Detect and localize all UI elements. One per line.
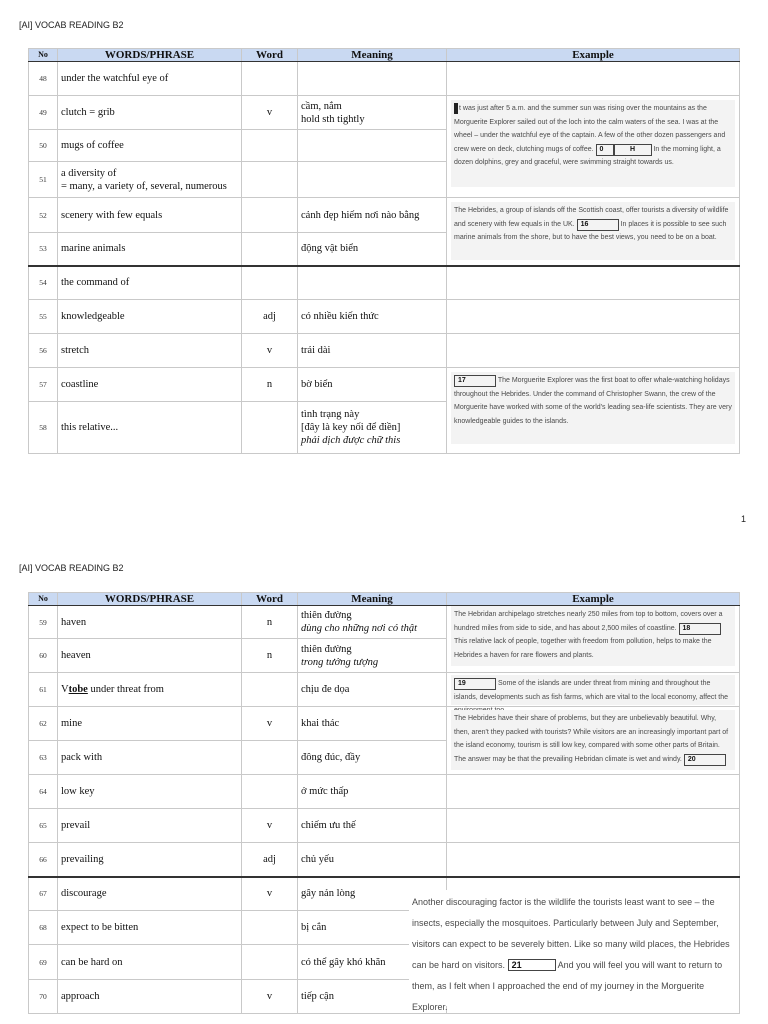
table-row: [29, 775, 740, 809]
header-example: Example: [447, 593, 740, 606]
document-title: [AI] VOCAB READING B2: [19, 563, 124, 573]
phrase-cell: can be hard on: [58, 945, 242, 980]
table-row: [29, 877, 740, 911]
word-type-cell: [242, 911, 298, 945]
row-number: 57: [29, 368, 58, 402]
table-row: [29, 368, 740, 402]
row-number: 62: [29, 707, 58, 741]
row-number: 59: [29, 606, 58, 639]
meaning-cell: [298, 639, 447, 673]
document-title: [AI] VOCAB READING B2: [19, 20, 124, 30]
header-example: Example: [447, 49, 740, 62]
excerpt-text: In places it is possible to see such marine animals from the shore, but to have the best views, you need to be on a boat.: [454, 220, 727, 241]
row-number: 64: [29, 775, 58, 809]
meaning-line: cầm, nắm: [301, 100, 342, 112]
meaning-cell: chiếm ưu thế: [298, 809, 447, 843]
meaning-cell: gây nản lòng: [298, 877, 447, 911]
header-meaning: Meaning: [298, 593, 447, 606]
word-type-cell: [242, 198, 298, 233]
excerpt-text: Another discouraging factor is the wildlife the tourists least want to see – the insects, especially the mosquitoes. Particularly between July and September, visitors can expect to be severely bitten. Like so many wild places, the Hebrides can be hard on visitors.: [412, 896, 730, 970]
gap-number: 20: [684, 754, 726, 766]
word-type-cell: [242, 233, 298, 266]
phrase-cell: this relative...: [58, 402, 242, 454]
row-number: 51: [29, 162, 58, 198]
table-row: [29, 300, 740, 334]
meaning-cell: có nhiều kiến thức: [298, 300, 447, 334]
word-type-cell: [242, 775, 298, 809]
row-number: 70: [29, 980, 58, 1014]
example-excerpt: [451, 202, 735, 260]
meaning-line: tình trạng này: [301, 409, 360, 420]
row-number: 50: [29, 130, 58, 162]
meaning-cell: động vật biển: [298, 233, 447, 266]
table-header-row: [29, 593, 740, 606]
word-type-cell: [242, 741, 298, 775]
example-cell: [447, 198, 740, 266]
phrase-cell: stretch: [58, 334, 242, 368]
excerpt-text: And you will feel you will want to return to them, as I felt when I approached the end of my journey in the Morguerite Explorer.: [412, 959, 723, 1012]
phrase-cell: haven: [58, 606, 242, 639]
drop-cap-icon: [454, 103, 458, 114]
row-number: 61: [29, 673, 58, 707]
example-cell: [447, 96, 740, 198]
word-type-cell: v: [242, 334, 298, 368]
vocab-table-page-1: [28, 48, 740, 454]
gap-number: 19: [454, 678, 496, 690]
example-cell: [447, 775, 740, 809]
excerpt-text: The Hebridan archipelago stretches nearly 250 miles from top to bottom, covers over a hundred miles from side to side, and has about 2,500 miles of coastline.: [454, 611, 723, 632]
phrase-cell: expect to be bitten: [58, 911, 242, 945]
phrase-cell: [58, 162, 242, 198]
example-cell: [412, 877, 740, 1014]
phrase-cell: prevailing: [58, 843, 242, 877]
phrase-cell: coastline: [58, 368, 242, 402]
phrase-cell: the command of: [58, 266, 242, 300]
table-row: [29, 334, 740, 368]
phrase-cell: low key: [58, 775, 242, 809]
excerpt-text: The Morguerite Explorer was the first boat to offer whale-watching holidays throughout the Hebrides. Under the command of Christopher Swann, the crew of the Morguerite have worked with some of the world's leading sea-life scientists. They are very knowledgeable guides to the islands.: [454, 377, 732, 425]
header-no: No: [29, 49, 58, 62]
meaning-cell: [298, 62, 447, 96]
meaning-cell: trải dài: [298, 334, 447, 368]
excerpt-text: t was just after 5 a.m. and the summer sun was rising over the mountains as the Morguerite Explorer sailed out of the loch into the calm waters of the sea. I was at the wheel – under the watchful eye of the captain. A few of the other dozen passengers and crew were on deck, clutching mugs of coffee.: [454, 105, 726, 153]
header-word: Word: [242, 593, 298, 606]
row-number: 63: [29, 741, 58, 775]
phrase-cell: mugs of coffee: [58, 130, 242, 162]
example-cell: [447, 300, 740, 334]
example-excerpt: [451, 675, 735, 705]
row-number: 52: [29, 198, 58, 233]
phrase-cell: discourage: [58, 877, 242, 911]
table-row: [29, 707, 740, 741]
header-meaning: Meaning: [298, 49, 447, 62]
word-type-cell: [242, 673, 298, 707]
excerpt-text: The Hebrides, a group of islands off the Scottish coast, offer tourists a diversity of wildlife and scenery with few equals in the UK.: [454, 207, 729, 228]
meaning-cell: [298, 162, 447, 198]
phrase-cell: pack with: [58, 741, 242, 775]
meaning-cell: đông đúc, đầy: [298, 741, 447, 775]
meaning-line: dùng cho những nơi có thật: [301, 623, 418, 634]
meaning-cell: bị cắn: [298, 911, 447, 945]
meaning-cell: [298, 96, 447, 130]
example-cell: [447, 334, 740, 368]
word-type-cell: [242, 266, 298, 300]
phrase-cell: [58, 673, 242, 707]
meaning-cell: [298, 402, 447, 454]
table-row: [29, 809, 740, 843]
word-type-cell: n: [242, 606, 298, 639]
excerpt-text: In the morning light, a dozen dolphins, grey and graceful, were swimming straight towards us.: [454, 145, 721, 166]
row-number: 49: [29, 96, 58, 130]
word-type-cell: v: [242, 809, 298, 843]
example-excerpt: [451, 100, 735, 187]
table-row: [29, 843, 740, 877]
meaning-line: hold sth tightly: [301, 113, 365, 125]
phrase-part: V: [61, 684, 69, 695]
example-excerpt: [451, 710, 735, 770]
meaning-cell: tiếp cận: [298, 980, 447, 1014]
word-type-cell: [242, 62, 298, 96]
phrase-cell: heaven: [58, 639, 242, 673]
phrase-line: a diversity of: [61, 167, 117, 179]
meaning-cell: cảnh đẹp hiếm nơi nào bằng: [298, 198, 447, 233]
page-number: 1: [740, 514, 746, 524]
header-no: No: [29, 593, 58, 606]
phrase-cell: marine animals: [58, 233, 242, 266]
word-type-cell: v: [242, 980, 298, 1014]
phrase-part-underlined: tobe: [68, 684, 88, 695]
header-phrase: WORDS/PHRASE: [58, 49, 242, 62]
row-number: 65: [29, 809, 58, 843]
example-cell: [447, 707, 740, 775]
gap-answer: H: [614, 144, 652, 156]
phrase-line: = many, a variety of, several, numerous: [61, 180, 227, 192]
table-row: [29, 198, 740, 233]
row-number: 68: [29, 911, 58, 945]
word-type-cell: [242, 402, 298, 454]
meaning-line: [đây là key nối để điền]: [301, 422, 401, 433]
word-type-cell: [242, 162, 298, 198]
word-type-cell: v: [242, 877, 298, 911]
meaning-line: trong tưởng tượng: [301, 656, 379, 668]
excerpt-text: Some of the islands are under threat from mining and throughout the islands, developments such as fish farms, which are vital to the local economy, affect the: [454, 680, 729, 701]
word-type-cell: adj: [242, 843, 298, 877]
word-type-cell: [242, 945, 298, 980]
row-number: 66: [29, 843, 58, 877]
example-cell: [447, 809, 740, 843]
meaning-cell: [298, 266, 447, 300]
example-cell: [447, 673, 740, 707]
phrase-cell: under the watchful eye of: [58, 62, 242, 96]
meaning-cell: khai thác: [298, 707, 447, 741]
vocab-table-page-2: [28, 592, 740, 1014]
row-number: 48: [29, 62, 58, 96]
gap-number: 17: [454, 375, 496, 387]
table-row: [29, 96, 740, 130]
meaning-line: thiên đường: [301, 643, 352, 655]
example-cell: [447, 368, 740, 454]
example-cell: [447, 62, 740, 96]
meaning-cell: [298, 606, 447, 639]
row-number: 53: [29, 233, 58, 266]
phrase-part: under threat from: [87, 684, 164, 695]
gap-number: 18: [679, 623, 721, 635]
excerpt-text: This relative lack of people, together with freedom from pollution, helps to make the Hebrides a haven for rare flowers and plants.: [454, 638, 712, 659]
example-cell: [447, 606, 740, 673]
word-type-cell: [242, 130, 298, 162]
word-type-cell: adj: [242, 300, 298, 334]
row-number: 58: [29, 402, 58, 454]
meaning-cell: chịu đe dọa: [298, 673, 447, 707]
row-number: 54: [29, 266, 58, 300]
row-number: 69: [29, 945, 58, 980]
example-excerpt: [409, 890, 739, 1012]
meaning-line: thiên đường: [301, 610, 352, 621]
example-excerpt: [451, 606, 735, 666]
meaning-line: phải dịch được chữ this: [301, 435, 401, 446]
meaning-cell: chủ yếu: [298, 843, 447, 877]
row-number: 67: [29, 877, 58, 911]
word-type-cell: n: [242, 639, 298, 673]
meaning-cell: bờ biển: [298, 368, 447, 402]
gap-number: 21: [508, 959, 556, 971]
phrase-cell: clutch = grib: [58, 96, 242, 130]
phrase-cell: approach: [58, 980, 242, 1014]
table-row: [29, 673, 740, 707]
table-header-row: [29, 49, 740, 62]
phrase-cell: mine: [58, 707, 242, 741]
row-number: 55: [29, 300, 58, 334]
table-row: [29, 266, 740, 300]
word-type-cell: n: [242, 368, 298, 402]
gap-number: 0: [596, 144, 614, 156]
header-phrase: WORDS/PHRASE: [58, 593, 242, 606]
example-cell: [447, 843, 740, 877]
word-type-cell: v: [242, 96, 298, 130]
phrase-cell: prevail: [58, 809, 242, 843]
row-number: 60: [29, 639, 58, 673]
table-row: [29, 62, 740, 96]
meaning-cell: ở mức thấp: [298, 775, 447, 809]
meaning-cell: [298, 130, 447, 162]
phrase-cell: knowledgeable: [58, 300, 242, 334]
header-word: Word: [242, 49, 298, 62]
example-cell: [447, 266, 740, 300]
table-row: [29, 606, 740, 639]
excerpt-text: The Hebrides have their share of problems, but they are unbelievably beautiful. Why, then, aren't they packed with tourists? While visitors are an increasingly important part of the island economy, tourism is still low key, compared with some other parts of Britain. The answer may be that the prevailing Hebridan climate is wet and windy.: [454, 715, 729, 763]
gap-number: 16: [577, 219, 619, 231]
word-type-cell: v: [242, 707, 298, 741]
row-number: 56: [29, 334, 58, 368]
example-excerpt: [451, 372, 735, 444]
phrase-cell: scenery with few equals: [58, 198, 242, 233]
meaning-cell: có thể gây khó khăn: [298, 945, 447, 980]
